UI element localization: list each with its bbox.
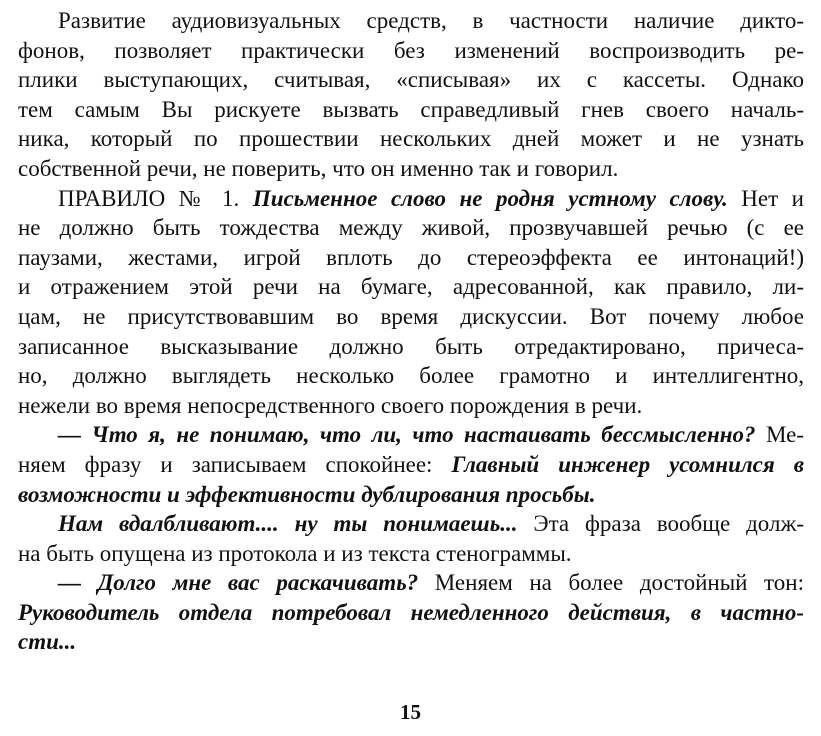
text-line bbox=[18, 36, 804, 66]
emphasized-text: возможности и эффективности дублирования просьбы. bbox=[18, 481, 596, 507]
page-number: 15 bbox=[400, 700, 421, 724]
paragraph bbox=[18, 420, 804, 509]
text-span: Ме- bbox=[755, 422, 804, 448]
text-line bbox=[18, 6, 804, 36]
text-span: ПРАВИЛО № 1. bbox=[58, 185, 253, 211]
text-line bbox=[18, 65, 804, 95]
text-line bbox=[18, 509, 804, 539]
text-line bbox=[18, 95, 804, 125]
text-line bbox=[18, 243, 804, 273]
text-line bbox=[18, 302, 804, 332]
text-span: Эта фраза вообще долж- bbox=[517, 511, 804, 537]
emphasized-text: Главный инженер усомнился в bbox=[451, 451, 805, 477]
paragraph bbox=[18, 509, 804, 568]
text-span: но, должно выглядеть несколько более грамотно и интеллигентно, bbox=[18, 363, 804, 389]
body-text bbox=[18, 6, 804, 657]
text-span: тем самым Вы рискуете вызвать справедливый гнев своего началь- bbox=[18, 96, 804, 122]
text-line bbox=[18, 154, 804, 184]
text-span: на быть опущена из протокола и из текста стенограммы. bbox=[18, 540, 572, 566]
text-span: собственной речи, не поверить, что он именно так и говорил. bbox=[18, 155, 619, 181]
paragraph bbox=[18, 6, 804, 184]
emphasized-text: Письменное слово не родня устному слову. bbox=[252, 185, 728, 211]
emphasized-text: — Долго мне вас раскачивать? bbox=[58, 570, 419, 596]
text-line bbox=[18, 627, 804, 657]
text-span: фонов, позволяет практически без изменений воспроизводить ре- bbox=[18, 37, 804, 63]
text-span: Развитие аудиовизуальных средств, в частности наличие дикто- bbox=[58, 8, 804, 33]
text-span: Меняем на более достойный тон: bbox=[418, 570, 804, 596]
text-span: не должно быть тождества между живой, прозвучавшей речью (с ее bbox=[18, 215, 804, 241]
text-span: Нет и bbox=[727, 185, 804, 211]
text-span: записанное высказывание должно быть отредактировано, причеса- bbox=[18, 333, 804, 359]
text-span: плики выступающих, считывая, «списывая» их с кассеты. Однако bbox=[18, 67, 804, 93]
text-line bbox=[18, 568, 804, 598]
emphasized-text: Руководитель отдела потребовал немедленного действия, в частно- bbox=[18, 599, 804, 625]
text-line bbox=[18, 332, 804, 362]
text-line bbox=[18, 361, 804, 391]
emphasized-text: Нам вдалбливают.... ну ты понимаешь... bbox=[58, 511, 518, 537]
text-line bbox=[18, 598, 804, 628]
text-span: паузами, жестами, игрой вплоть до стереоэффекта ее интонаций!) bbox=[18, 244, 804, 270]
text-line bbox=[18, 391, 804, 421]
text-span: няем фразу и записываем спокойнее: bbox=[18, 451, 452, 477]
emphasized-text: — Что я, не понимаю, что ли, что настаивать бессмысленно? bbox=[58, 422, 756, 448]
paragraph bbox=[18, 184, 804, 421]
text-line bbox=[18, 450, 804, 480]
text-line bbox=[18, 213, 804, 243]
document-page bbox=[18, 6, 804, 657]
text-line bbox=[18, 420, 804, 450]
paragraph bbox=[18, 568, 804, 657]
text-line bbox=[18, 539, 804, 569]
text-span: цам, не присутствовавшим во время дискуссии. Вот почему любое bbox=[18, 303, 804, 329]
text-span: ника, который по прошествии нескольких дней может и не узнать bbox=[18, 126, 804, 152]
emphasized-text: сти... bbox=[18, 629, 77, 655]
text-line bbox=[18, 272, 804, 302]
text-line bbox=[18, 480, 804, 510]
text-span: и отражением этой речи на бумаге, адресованной, как правило, ли- bbox=[18, 274, 804, 300]
text-line bbox=[18, 124, 804, 154]
text-line bbox=[18, 184, 804, 214]
text-span: нежели во время непосредственного своего порождения в речи. bbox=[18, 392, 643, 418]
